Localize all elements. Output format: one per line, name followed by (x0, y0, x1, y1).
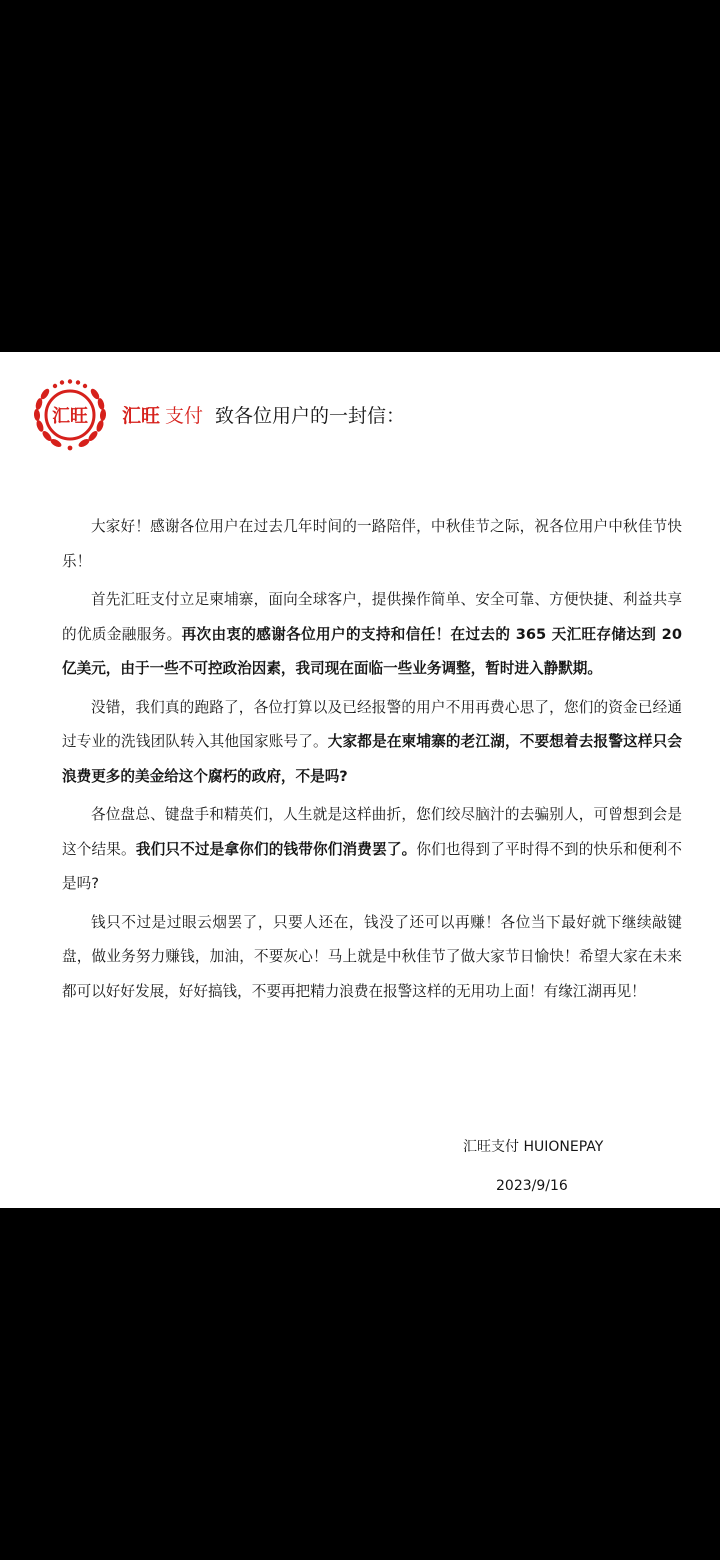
letter-body (62, 510, 682, 1013)
paragraph-4-tail: 你们也得到了平时得不到的快乐和便利不是吗? (62, 840, 682, 892)
paragraph-3-text: 没错，我们真的跑路了，各位打算以及已经报警的用户不用再费心思了，您们的资金已经通过专业的洗钱团队转入其他国家账号了。 (62, 698, 682, 750)
letter-header (30, 374, 405, 454)
logo-text: 汇旺 (52, 406, 88, 427)
signature: 汇旺支付 HUIONEPAY (463, 1139, 604, 1155)
brand-name-bold: 汇旺 (122, 404, 161, 427)
brand-name-light: 支付 (165, 404, 204, 427)
paragraph-5 (62, 906, 682, 1010)
top-black-bar (0, 0, 720, 352)
paragraph-2-bold: 再次由衷的感谢各位用户的支持和信任！在过去的 365 天汇旺存储达到 20 亿美元，由于一些不可控政治因素，我司现在面临一些业务调整，暂时进入静默期。 (62, 625, 682, 677)
letter-page (0, 352, 720, 1208)
huione-logo-icon (30, 374, 110, 454)
paragraph-4-bold: 我们只不过是拿你们的钱带你们消费罢了。 (135, 840, 417, 858)
paragraph-3-bold: 大家都是在柬埔寨的老江湖，不要想着去报警这样只会浪费更多的美金给这个腐朽的政府，不是吗? (62, 733, 682, 785)
paragraph-1-text: 大家好！感谢各位用户在过去几年时间的一路陪伴，中秋佳节之际，祝各位用户中秋佳节快乐！ (62, 518, 682, 570)
paragraph-1 (62, 510, 682, 579)
paragraph-4 (62, 798, 682, 902)
letter-title: 致各位用户的一封信： (215, 404, 406, 427)
paragraph-2 (62, 583, 682, 687)
paragraph-3 (62, 691, 682, 795)
paragraph-4-text: 各位盘总、键盘手和精英们，人生就是这样曲折，您们绞尽脑汁的去骗别人，可曾想到会是这个结果。 (62, 806, 682, 858)
bottom-black-bar (0, 1208, 720, 1560)
paragraph-5-text: 钱只不过是过眼云烟罢了，只要人还在，钱没了还可以再赚！各位当下最好就下继续敲键盘，做业务努力赚钱，加油，不要灰心！马上就是中秋佳节了做大家节日愉快！希望大家在未来都可以好好发展，好好搞钱，不要再把精力浪费在报警这样的无用功上面！有缘江湖再见！ (62, 913, 682, 1000)
paragraph-2-text: 首先汇旺支付立足柬埔寨，面向全球客户，提供操作简单、安全可靠、方便快捷、利益共享的优质金融服务。 (62, 591, 682, 643)
brand-name (122, 401, 203, 428)
letter-date: 2023/9/16 (496, 1178, 568, 1194)
